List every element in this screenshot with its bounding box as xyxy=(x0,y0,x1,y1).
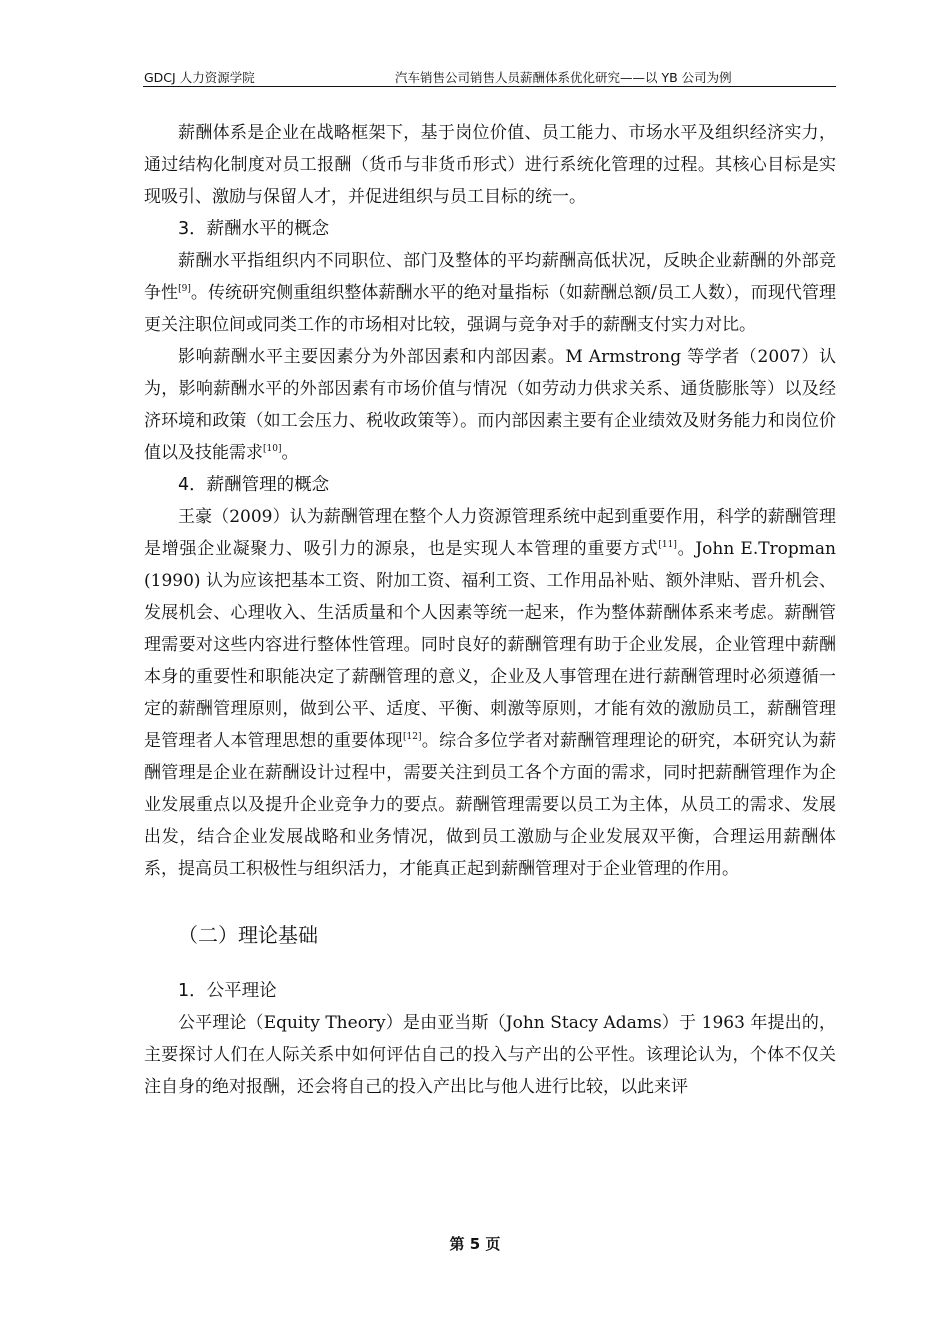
heading-salary-level: 3．薪酬水平的概念 xyxy=(178,219,330,239)
paragraph-salary-level: 薪酬水平指组织内不同职位、部门及整体的平均薪酬高低状况，反映企业薪酬的外部竞争性[9]。传统研究侧重组织整体薪酬水平的绝对量指标（如薪酬总额/员工人数），而现代管理更关注职位间或同类工作的市场相对比较，强调与竞争对手的薪酬支付实力对比。 xyxy=(144,251,837,335)
header-left-title: GDCJ 人力资源学院 xyxy=(144,70,255,85)
heading-salary-management: 4．薪酬管理的概念 xyxy=(178,475,330,495)
citation-11: [11] xyxy=(658,540,677,550)
paragraph-equity-theory: 公平理论（Equity Theory）是由亚当斯（John Stacy Adams）于 1963 年提出的，主要探讨人们在人际关系中如何评估自己的投入与产出的公平性。该理论认为，个体不仅关注自身的绝对报酬，还会将自己的投入产出比与他人进行比较，以此来评 xyxy=(144,1013,836,1097)
paragraph-salary-management: 王豪（2009）认为薪酬管理在整个人力资源管理系统中起到重要作用，科学的薪酬管理是增强企业凝聚力、吸引力的源泉，也是实现人本管理的重要方式[11]。John E.Tropman (1990) 认为应该把基本工资、附加工资、福利工资、工作用品补贴、额外津贴、晋升机会、发展机会、心理收入、生活质量和个人因素等统一起来，作为整体薪酬体系来考虑。薪酬管理需要对这些内容进行整体性管理。同时良好的薪酬管理有助于企业发展，企业管理中薪酬本身的重要性和职能决定了薪酬管理的意义，企业及人事管理在进行薪酬管理时必须遵循一定的薪酬管理原则，做到公平、适度、平衡、刺激等原则，才能有效的激励员工，薪酬管理是管理者人本管理思想的重要体现[12]。综合多位学者对薪酬管理理论的研究，本研究认为薪酬管理是企业在薪酬设计过程中，需要关注到员工各个方面的需求，同时把薪酬管理作为企业发展重点以及提升企业竞争力的要点。薪酬管理需要以员工为主体，从员工的需求、发展出发，结合企业发展战略和业务情况，做到员工激励与企业发展双平衡，合理运用薪酬体系，提高员工积极性与组织活力，才能真正起到薪酬管理对于企业管理的作用。 xyxy=(144,507,837,879)
page-body xyxy=(144,117,836,1103)
header-divider xyxy=(143,86,836,87)
citation-12: [12] xyxy=(403,732,422,742)
heading-theoretical-basis: （二）理论基础 xyxy=(178,923,318,947)
header-right-title: 汽车销售公司销售人员薪酬体系优化研究——以 YB 公司为例 xyxy=(395,70,732,85)
paragraph-salary-factors: 影响薪酬水平主要因素分为外部因素和内部因素。M Armstrong 等学者（2007）认为，影响薪酬水平的外部因素有市场价值与情况（如劳动力供求关系、通货膨胀等）以及经济环境和政策（如工会压力、税收政策等）。而内部因素主要有企业绩效及财务能力和岗位价值以及技能需求[10]。 xyxy=(144,347,836,463)
paragraph-salary-system: 薪酬体系是企业在战略框架下，基于岗位价值、员工能力、市场水平及组织经济实力，通过结构化制度对员工报酬（货币与非货币形式）进行系统化管理的过程。其核心目标是实现吸引、激励与保留人才，并促进组织与员工目标的统一。 xyxy=(144,123,836,207)
heading-equity-theory: 1．公平理论 xyxy=(178,981,277,1001)
citation-10: [10] xyxy=(263,444,282,454)
page-number: 第 5 页 xyxy=(449,1235,501,1253)
citation-9: [9] xyxy=(178,284,191,294)
